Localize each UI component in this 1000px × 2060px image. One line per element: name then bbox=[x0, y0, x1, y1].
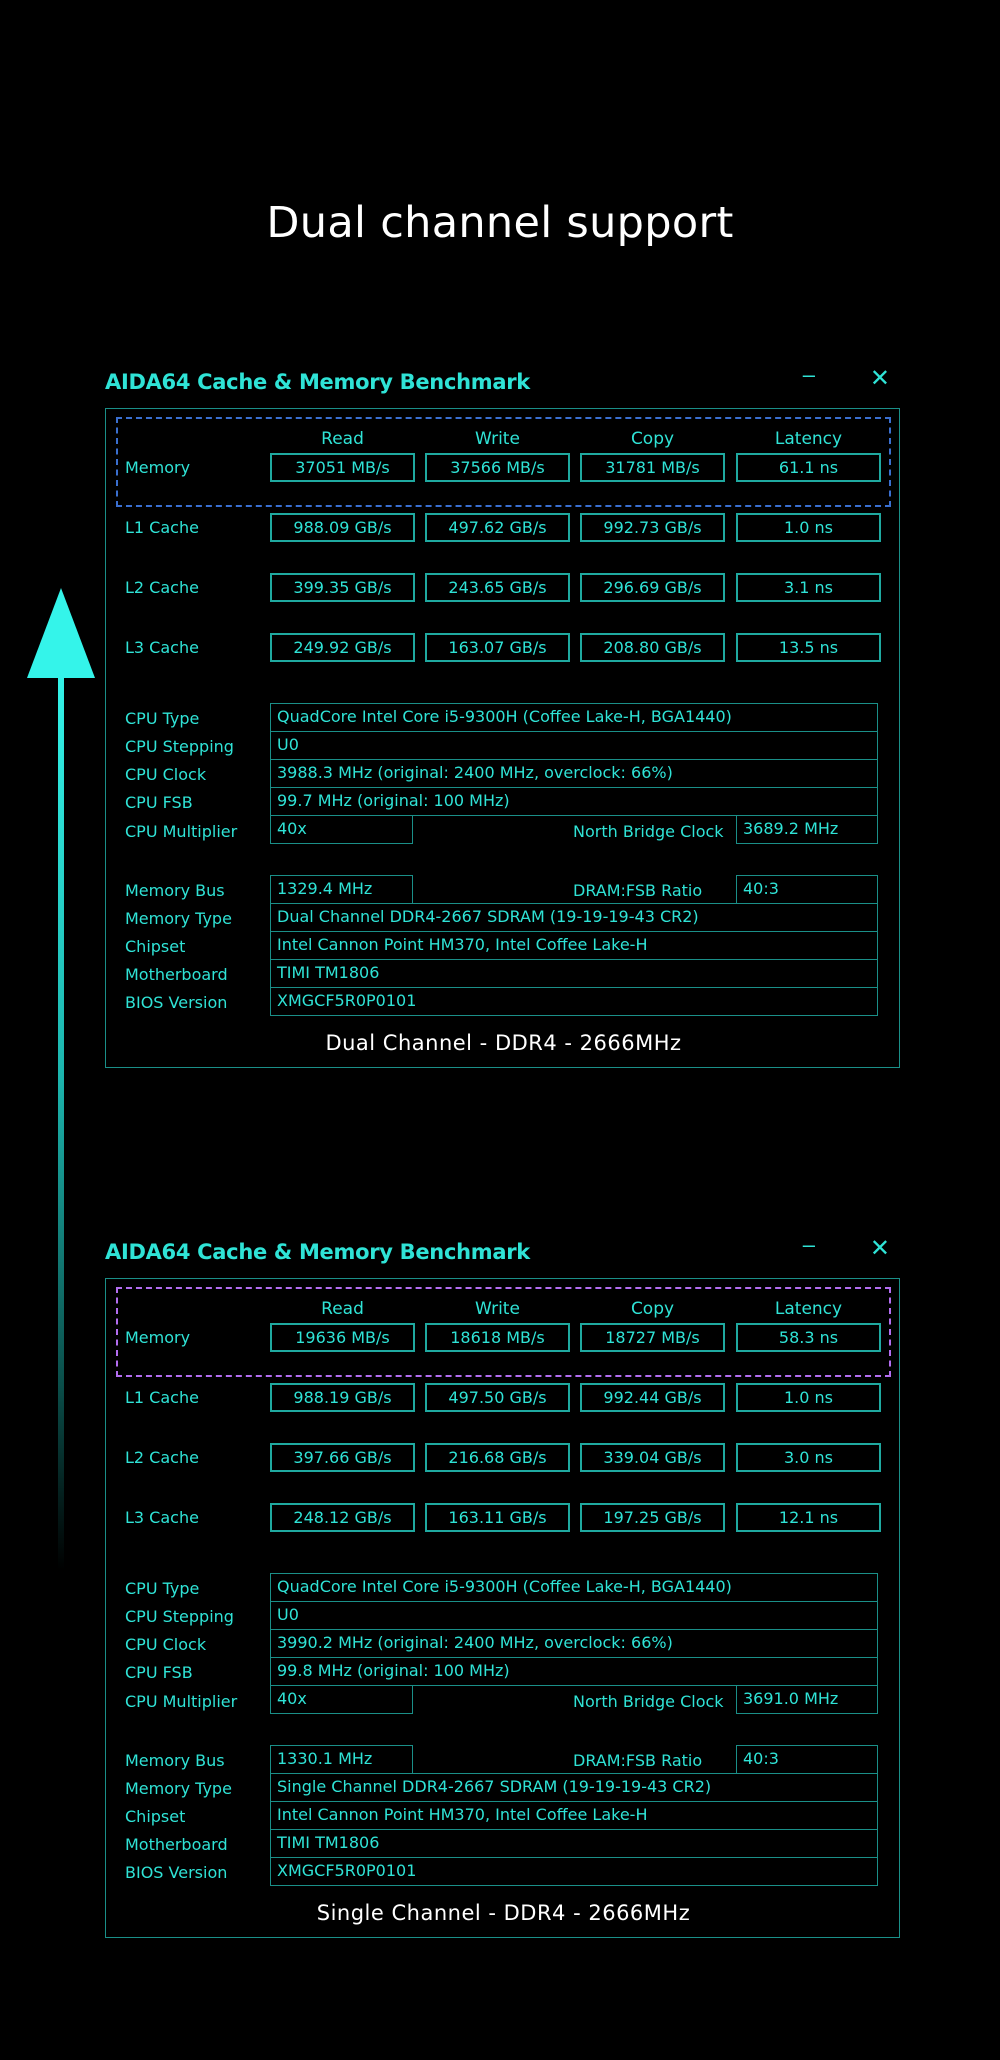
column-header-write: Write bbox=[475, 429, 520, 449]
l3-cache-label: L3 Cache bbox=[125, 1508, 199, 1527]
memory-latency-value: 61.1 ns bbox=[736, 453, 881, 482]
memory-label: Memory bbox=[125, 1328, 191, 1347]
l3-cache-copy-value: 197.25 GB/s bbox=[580, 1503, 725, 1532]
cpu-fsb-label: CPU FSB bbox=[125, 793, 193, 812]
l3-cache-read-value: 249.92 GB/s bbox=[270, 633, 415, 662]
l3-cache-copy-value: 208.80 GB/s bbox=[580, 633, 725, 662]
column-header-copy: Copy bbox=[630, 1299, 675, 1319]
l1-cache-copy-value: 992.44 GB/s bbox=[580, 1383, 725, 1412]
close-icon[interactable]: ✕ bbox=[869, 1235, 890, 1262]
bios-version-label: BIOS Version bbox=[125, 1863, 228, 1882]
north-bridge-clock-value: 3689.2 MHz bbox=[736, 815, 878, 844]
cpu-clock-label: CPU Clock bbox=[125, 765, 207, 784]
memory-write-value: 37566 MB/s bbox=[425, 453, 570, 482]
dram-fsb-ratio-label: DRAM:FSB Ratio bbox=[573, 1751, 703, 1770]
cpu-clock-value: 3990.2 MHz (original: 2400 MHz, overclock: 66%) bbox=[270, 1629, 878, 1658]
l1-cache-copy-value: 992.73 GB/s bbox=[580, 513, 725, 542]
minimize-icon[interactable]: – bbox=[802, 362, 815, 387]
page-headline: Dual channel support bbox=[266, 198, 734, 248]
cpu-type-label: CPU Type bbox=[125, 1579, 200, 1598]
l2-cache-read-value: 399.35 GB/s bbox=[270, 573, 415, 602]
memory-read-value: 19636 MB/s bbox=[270, 1323, 415, 1352]
memory-write-value: 18618 MB/s bbox=[425, 1323, 570, 1352]
cpu-stepping-value: U0 bbox=[270, 1601, 878, 1630]
benchmark-frame bbox=[105, 1278, 900, 1938]
l3-cache-read-value: 248.12 GB/s bbox=[270, 1503, 415, 1532]
cpu-type-value: QuadCore Intel Core i5-9300H (Coffee Lake-H, BGA1440) bbox=[270, 1573, 878, 1602]
cpu-fsb-value: 99.7 MHz (original: 100 MHz) bbox=[270, 787, 878, 816]
l1-cache-write-value: 497.62 GB/s bbox=[425, 513, 570, 542]
column-header-read: Read bbox=[321, 429, 364, 449]
l1-cache-label: L1 Cache bbox=[125, 518, 199, 537]
memory-type-label: Memory Type bbox=[125, 1779, 232, 1798]
north-bridge-clock-label: North Bridge Clock bbox=[573, 1692, 724, 1711]
cpu-type-label: CPU Type bbox=[125, 709, 200, 728]
progress-arrow-shaft bbox=[58, 670, 64, 1570]
l2-cache-copy-value: 296.69 GB/s bbox=[580, 573, 725, 602]
memory-type-value: Single Channel DDR4-2667 SDRAM (19-19-19-43 CR2) bbox=[270, 1773, 878, 1802]
column-header-copy: Copy bbox=[630, 429, 675, 449]
l1-cache-latency-value: 1.0 ns bbox=[736, 1383, 881, 1412]
motherboard-value: TIMI TM1806 bbox=[270, 959, 878, 988]
memory-read-value: 37051 MB/s bbox=[270, 453, 415, 482]
l2-cache-copy-value: 339.04 GB/s bbox=[580, 1443, 725, 1472]
l1-cache-latency-value: 1.0 ns bbox=[736, 513, 881, 542]
cpu-clock-label: CPU Clock bbox=[125, 1635, 207, 1654]
north-bridge-clock-label: North Bridge Clock bbox=[573, 822, 724, 841]
column-header-latency: Latency bbox=[774, 429, 843, 449]
memory-bus-label: Memory Bus bbox=[125, 881, 225, 900]
motherboard-label: Motherboard bbox=[125, 965, 228, 984]
cpu-stepping-value: U0 bbox=[270, 731, 878, 760]
l3-cache-write-value: 163.07 GB/s bbox=[425, 633, 570, 662]
cpu-type-value: QuadCore Intel Core i5-9300H (Coffee Lake-H, BGA1440) bbox=[270, 703, 878, 732]
l2-cache-latency-value: 3.1 ns bbox=[736, 573, 881, 602]
cpu-fsb-label: CPU FSB bbox=[125, 1663, 193, 1682]
cpu-multiplier-value: 40x bbox=[270, 1685, 413, 1714]
l1-cache-read-value: 988.19 GB/s bbox=[270, 1383, 415, 1412]
l1-cache-read-value: 988.09 GB/s bbox=[270, 513, 415, 542]
up-arrow-icon bbox=[27, 588, 95, 678]
dram-fsb-ratio-value: 40:3 bbox=[736, 1745, 878, 1774]
l2-cache-label: L2 Cache bbox=[125, 1448, 199, 1467]
memory-type-value: Dual Channel DDR4-2667 SDRAM (19-19-19-43 CR2) bbox=[270, 903, 878, 932]
memory-copy-value: 31781 MB/s bbox=[580, 453, 725, 482]
column-header-latency: Latency bbox=[774, 1299, 843, 1319]
cpu-fsb-value: 99.8 MHz (original: 100 MHz) bbox=[270, 1657, 878, 1686]
memory-bus-value: 1330.1 MHz bbox=[270, 1745, 413, 1774]
memory-latency-value: 58.3 ns bbox=[736, 1323, 881, 1352]
minimize-icon[interactable]: – bbox=[802, 1232, 815, 1257]
north-bridge-clock-value: 3691.0 MHz bbox=[736, 1685, 878, 1714]
bios-version-value: XMGCF5R0P0101 bbox=[270, 1857, 878, 1886]
motherboard-value: TIMI TM1806 bbox=[270, 1829, 878, 1858]
dram-fsb-ratio-label: DRAM:FSB Ratio bbox=[573, 881, 703, 900]
l2-cache-write-value: 216.68 GB/s bbox=[425, 1443, 570, 1472]
column-header-read: Read bbox=[321, 1299, 364, 1319]
cpu-stepping-label: CPU Stepping bbox=[125, 737, 234, 756]
channel-caption: Dual Channel - DDR4 - 2666MHz bbox=[325, 1031, 682, 1055]
bios-version-value: XMGCF5R0P0101 bbox=[270, 987, 878, 1016]
chipset-value: Intel Cannon Point HM370, Intel Coffee Lake-H bbox=[270, 1801, 878, 1830]
l2-cache-latency-value: 3.0 ns bbox=[736, 1443, 881, 1472]
l1-cache-write-value: 497.50 GB/s bbox=[425, 1383, 570, 1412]
chipset-label: Chipset bbox=[125, 1807, 186, 1826]
l1-cache-label: L1 Cache bbox=[125, 1388, 199, 1407]
motherboard-label: Motherboard bbox=[125, 1835, 228, 1854]
window-title: AIDA64 Cache & Memory Benchmark bbox=[105, 370, 530, 394]
cpu-stepping-label: CPU Stepping bbox=[125, 1607, 234, 1626]
channel-caption: Single Channel - DDR4 - 2666MHz bbox=[316, 1901, 691, 1925]
memory-label: Memory bbox=[125, 458, 191, 477]
benchmark-window-dual bbox=[105, 362, 900, 1070]
column-header-write: Write bbox=[475, 1299, 520, 1319]
chipset-value: Intel Cannon Point HM370, Intel Coffee Lake-H bbox=[270, 931, 878, 960]
window-title: AIDA64 Cache & Memory Benchmark bbox=[105, 1240, 530, 1264]
dram-fsb-ratio-value: 40:3 bbox=[736, 875, 878, 904]
memory-bus-label: Memory Bus bbox=[125, 1751, 225, 1770]
l3-cache-latency-value: 12.1 ns bbox=[736, 1503, 881, 1532]
l3-cache-write-value: 163.11 GB/s bbox=[425, 1503, 570, 1532]
benchmark-window-single bbox=[105, 1232, 900, 1940]
l3-cache-label: L3 Cache bbox=[125, 638, 199, 657]
cpu-clock-value: 3988.3 MHz (original: 2400 MHz, overclock: 66%) bbox=[270, 759, 878, 788]
cpu-multiplier-label: CPU Multiplier bbox=[125, 822, 238, 841]
close-icon[interactable]: ✕ bbox=[869, 365, 890, 392]
memory-copy-value: 18727 MB/s bbox=[580, 1323, 725, 1352]
cpu-multiplier-value: 40x bbox=[270, 815, 413, 844]
l2-cache-label: L2 Cache bbox=[125, 578, 199, 597]
l2-cache-write-value: 243.65 GB/s bbox=[425, 573, 570, 602]
cpu-multiplier-label: CPU Multiplier bbox=[125, 1692, 238, 1711]
bios-version-label: BIOS Version bbox=[125, 993, 228, 1012]
l2-cache-read-value: 397.66 GB/s bbox=[270, 1443, 415, 1472]
l3-cache-latency-value: 13.5 ns bbox=[736, 633, 881, 662]
memory-bus-value: 1329.4 MHz bbox=[270, 875, 413, 904]
memory-type-label: Memory Type bbox=[125, 909, 232, 928]
chipset-label: Chipset bbox=[125, 937, 186, 956]
benchmark-frame bbox=[105, 408, 900, 1068]
